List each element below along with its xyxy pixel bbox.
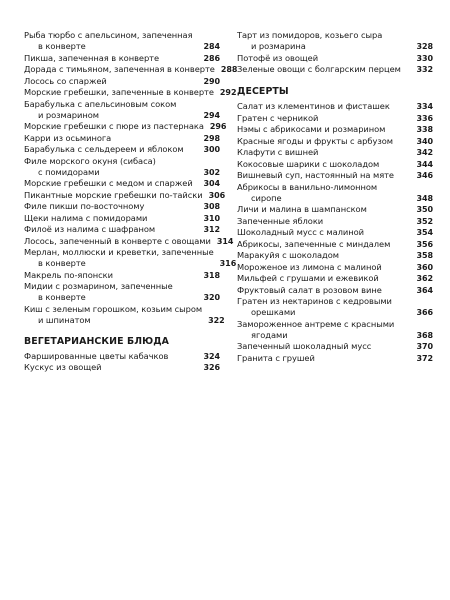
- toc-entry-title: [24, 121, 210, 132]
- toc-entry-title-line: Фруктовый салат в розовом вине: [237, 284, 382, 295]
- toc-entry-page-number: 334: [416, 102, 433, 112]
- section-title-desserts: ДЕСЕРТЫ: [237, 86, 289, 98]
- toc-entry: [24, 224, 220, 235]
- toc-entry-title-line: Щеки налима с помидорами: [24, 212, 148, 223]
- toc-entry-title: [237, 273, 416, 284]
- toc-entry-title-line: Запеченные яблоки: [237, 215, 324, 226]
- toc-entry-page-number: 368: [416, 330, 433, 340]
- toc-entry-title-line: Мерлан, моллюски и креветки, запеченные: [24, 247, 214, 258]
- section-title-vegetarian: ВЕГЕТАРИАНСКИЕ БЛЮДА: [24, 335, 169, 347]
- toc-entry-title: [237, 319, 416, 341]
- toc-entry-page-number: 316: [219, 259, 237, 269]
- right-bottom-list: [237, 101, 433, 364]
- toc-entry-page-number: 304: [203, 179, 220, 189]
- toc-entry-title-continuation: с помидорами: [38, 166, 100, 177]
- toc-entry-title: [237, 124, 416, 135]
- toc-entry: [24, 121, 227, 132]
- toc-entry-title: [24, 99, 203, 121]
- toc-entry-title-line: Абрикосы, запеченные с миндалем: [237, 238, 391, 249]
- toc-entry-title: [24, 87, 220, 98]
- toc-entry-title-continuation: и розмарином: [38, 109, 99, 120]
- toc-entry-title-line: Барабулька с сельдереем и яблоком: [24, 144, 184, 155]
- toc-entry-page-number: 366: [416, 308, 433, 318]
- toc-entry-page-number: 354: [416, 228, 433, 238]
- toc-entry-title: [24, 281, 203, 303]
- toc-entry-title-line: Филе морского окуня (сибаса): [24, 155, 156, 166]
- toc-entry-page-number: 302: [203, 167, 220, 177]
- toc-entry: [237, 262, 433, 273]
- toc-entry-title-continuation: в конверте: [38, 41, 86, 52]
- toc-entry-title: [237, 30, 416, 52]
- toc-entry: [24, 351, 220, 362]
- toc-entry: [24, 99, 220, 121]
- toc-entry-title-line: Фаршированные цветы кабачков: [24, 350, 169, 361]
- toc-entry-title-line: Макрель по-японски: [24, 269, 113, 280]
- toc-entry: [237, 341, 433, 352]
- toc-entry-page-number: 344: [416, 159, 433, 169]
- toc-entry-page-number: 308: [203, 202, 220, 212]
- toc-entry-title-line: Пикша, запеченная в конверте: [24, 52, 160, 63]
- toc-entry-page-number: 318: [203, 270, 220, 280]
- toc-entry-title: [237, 204, 416, 215]
- toc-entry-title: [237, 296, 416, 318]
- toc-entry: [237, 64, 433, 75]
- toc-entry-title-continuation: и шпинатом: [38, 314, 91, 325]
- toc-entry-title: [24, 30, 203, 52]
- toc-entry: [237, 170, 433, 181]
- toc-entry-title-line: Мороженое из лимона с малиной: [237, 261, 382, 272]
- toc-entry: [237, 124, 433, 135]
- toc-entry: [237, 159, 433, 170]
- toc-entry-page-number: 332: [416, 65, 433, 75]
- toc-entry-title: [237, 147, 416, 158]
- toc-entry-title-line: Гранита с грушей: [237, 352, 315, 363]
- toc-entry-page-number: 350: [416, 205, 433, 215]
- toc-entry-title: [24, 144, 203, 155]
- toc-entry-title: [24, 247, 220, 269]
- toc-entry-page-number: 372: [416, 353, 433, 363]
- toc-entry-title-line: Дорада с тимьяном, запеченная в конверте: [24, 64, 215, 75]
- toc-entry: [24, 30, 220, 52]
- toc-entry-page-number: 342: [416, 148, 433, 158]
- toc-entry-page-number: 286: [203, 53, 220, 63]
- toc-entry-title-line: Абрикосы в ванильно-лимонном: [237, 181, 378, 192]
- toc-entry-title-line: Вишневый суп, настоянный на мяте: [237, 170, 394, 181]
- toc-entry: [237, 113, 433, 124]
- toc-entry-title: [237, 170, 416, 181]
- toc-entry-page-number: 336: [416, 113, 433, 123]
- toc-entry: [24, 281, 220, 303]
- toc-entry: [237, 182, 433, 204]
- toc-entry-page-number: 298: [203, 133, 220, 143]
- toc-entry-page-number: 290: [203, 76, 220, 86]
- toc-entry: [24, 189, 226, 201]
- toc-entry: [237, 239, 433, 250]
- toc-entry-title-continuation: в конверте: [38, 292, 86, 303]
- toc-entry-title: [24, 53, 203, 64]
- toc-entry-title: [24, 224, 203, 235]
- toc-entry-page-number: 352: [416, 216, 433, 226]
- toc-entry: [24, 362, 220, 373]
- toc-entry-page-number: 314: [216, 236, 234, 246]
- toc-entry-page-number: 324: [203, 351, 220, 361]
- toc-entry-title: [24, 201, 203, 212]
- toc-entry-title-line: Лосось, запеченный в конверте с овощами: [24, 235, 211, 246]
- toc-entry-title-line: Киш с зеленым горошком, козьим сыром: [24, 303, 203, 314]
- toc-entry: [24, 156, 220, 178]
- toc-entry: [24, 178, 220, 189]
- toc-entry-title: [24, 236, 217, 247]
- toc-entry-title-line: Нэмы с абрикосами и розмарином: [237, 124, 386, 135]
- toc-entry-title-line: Личи и малина в шампанском: [237, 204, 367, 215]
- toc-entry-title-line: Гратен с черникой: [237, 112, 319, 123]
- toc-entry: [237, 273, 433, 284]
- toc-entry-title-line: Потофё из овощей: [237, 52, 319, 63]
- toc-entry-page-number: 356: [416, 239, 433, 249]
- toc-entry-title: [237, 250, 416, 261]
- toc-entry-page-number: 362: [416, 274, 433, 284]
- left-top-list: [24, 30, 238, 326]
- toc-entry-page-number: 320: [203, 293, 220, 303]
- toc-entry-page-number: 348: [416, 193, 433, 203]
- toc-entry-title-line: Красные ягоды и фрукты с арбузом: [237, 135, 393, 146]
- toc-entry-title: [237, 262, 416, 273]
- toc-entry-title-line: Гратен из нектаринов с кедровыми: [237, 296, 392, 306]
- toc-entry-page-number: 284: [203, 42, 220, 52]
- toc-entry-page-number: 338: [416, 125, 433, 135]
- toc-entry-title-line: Шоколадный мусс с малиной: [237, 227, 364, 238]
- toc-entry: [24, 213, 220, 224]
- toc-entry-page-number: 288: [220, 65, 238, 75]
- toc-entry: [237, 285, 433, 296]
- toc-entry-page-number: 346: [416, 171, 433, 181]
- toc-entry-page-number: 300: [203, 145, 220, 155]
- toc-entry: [237, 296, 433, 318]
- toc-entry: [24, 133, 220, 144]
- toc-entry-title: [237, 64, 416, 75]
- toc-entry-page-number: 360: [416, 262, 433, 272]
- toc-entry-title: [24, 213, 203, 224]
- toc-entry-title: [24, 304, 208, 326]
- toc-entry-title-continuation: ягодами: [251, 329, 288, 340]
- toc-entry-title-line: Клафути с вишней: [237, 147, 319, 158]
- toc-entry-title: [24, 362, 203, 373]
- toc-entry: [24, 53, 220, 64]
- toc-entry-title: [237, 53, 416, 64]
- toc-entry-title-line: Кускус из овощей: [24, 362, 102, 373]
- toc-entry-title-line: Филе пикши по-восточному: [24, 201, 145, 212]
- toc-entry-page-number: 328: [416, 42, 433, 52]
- right-column: [237, 30, 433, 364]
- toc-entry-title: [24, 133, 203, 144]
- toc-entry-title-line: Мильфей с грушами и ежевикой: [237, 273, 379, 284]
- toc-entry: [237, 319, 433, 341]
- toc-entry: [237, 101, 433, 112]
- toc-entry: [24, 270, 220, 281]
- toc-entry-title-line: Рыба тюрбо с апельсином, запеченная: [24, 30, 193, 40]
- toc-entry-title-line: Тарт из помидоров, козьего сыра: [237, 30, 383, 40]
- toc-entry: [237, 204, 433, 215]
- toc-entry-page-number: 292: [219, 88, 237, 98]
- toc-entry-page-number: 358: [416, 251, 433, 261]
- toc-entry: [237, 250, 433, 261]
- toc-entry-page-number: 310: [203, 213, 220, 223]
- toc-entry-title-line: Морские гребешки, запеченные в конверте: [24, 87, 214, 98]
- toc-entry-title: [237, 239, 416, 250]
- toc-entry: [24, 64, 238, 75]
- toc-entry: [237, 30, 433, 52]
- toc-entry-title-line: Пикантные морские гребешки по-тайски: [24, 189, 203, 200]
- toc-entry-page-number: 370: [416, 342, 433, 352]
- toc-entry-title: [237, 136, 416, 147]
- toc-entry-title-line: Барабулька с апельсиновым соком: [24, 98, 177, 109]
- toc-entry-title: [237, 227, 416, 238]
- toc-entry: [24, 144, 220, 155]
- toc-entry-title-continuation: орешками: [251, 307, 296, 318]
- toc-entry-page-number: 330: [416, 53, 433, 63]
- toc-entry-title-line: Салат из клементинов и фисташек: [237, 101, 390, 112]
- toc-entry-title-line: Замороженное антреме с красными: [237, 318, 395, 329]
- toc-entry-page-number: 364: [416, 285, 433, 295]
- toc-entry-title: [24, 190, 209, 201]
- left-column: [24, 30, 238, 374]
- toc-entry-title-line: Морские гребешки с пюре из пастернака: [24, 121, 204, 132]
- toc-entry-title-line: Запеченный шоколадный мусс: [237, 341, 372, 352]
- toc-entry-title: [237, 182, 416, 204]
- toc-entry-title-line: Маракуйя с шоколадом: [237, 250, 339, 261]
- toc-entry-title: [24, 178, 203, 189]
- toc-entry-title: [237, 113, 416, 124]
- left-bottom-list: [24, 351, 220, 374]
- toc-entry-page-number: 312: [203, 225, 220, 235]
- toc-entry-title: [237, 341, 416, 352]
- toc-entry-title-continuation: и розмарина: [251, 41, 306, 52]
- toc-entry-title: [24, 76, 203, 87]
- toc-entry-title-line: Карри из осьминога: [24, 132, 112, 143]
- toc-entry: [24, 87, 237, 98]
- toc-entry: [237, 227, 433, 238]
- toc-entry-page-number: 326: [203, 363, 220, 373]
- toc-entry: [237, 136, 433, 147]
- toc-entry-page-number: 296: [209, 122, 227, 132]
- toc-entry-title-continuation: сиропе: [251, 192, 282, 203]
- toc-entry-title: [237, 216, 416, 227]
- toc-entry-page-number: 306: [208, 190, 226, 200]
- toc-entry-title: [237, 159, 416, 170]
- toc-entry: [237, 216, 433, 227]
- toc-entry: [237, 147, 433, 158]
- toc-entry-title: [237, 101, 416, 112]
- toc-entry-title: [237, 285, 416, 296]
- toc-entry-page-number: 294: [203, 110, 220, 120]
- toc-entry-page-number: 340: [416, 136, 433, 146]
- toc-entry-title: [24, 270, 203, 281]
- toc-entry: [237, 353, 433, 364]
- toc-entry-title-line: Зеленые овощи с болгарским перцем: [237, 64, 401, 75]
- toc-entry: [24, 76, 220, 87]
- toc-entry-title-line: Кокосовые шарики с шоколадом: [237, 158, 380, 169]
- toc-entry: [24, 303, 225, 326]
- toc-entry-title-line: Морские гребешки с медом и спаржей: [24, 178, 193, 189]
- toc-entry: [24, 235, 234, 247]
- toc-entry-title: [24, 351, 203, 362]
- toc-entry-title-continuation: в конверте: [38, 258, 86, 269]
- toc-entry-title-line: Мидии с розмарином, запеченные: [24, 281, 173, 292]
- toc-entry-title: [24, 156, 203, 178]
- right-top-list: [237, 30, 433, 75]
- toc-entry-title: [237, 353, 416, 364]
- toc-entry: [237, 53, 433, 64]
- toc-entry-title: [24, 64, 221, 75]
- toc-entry-title-line: Филоё из налима с шафраном: [24, 224, 156, 235]
- toc-entry: [24, 247, 237, 269]
- toc-entry: [24, 201, 220, 212]
- toc-entry-page-number: 322: [208, 315, 225, 325]
- toc-entry-title-line: Лосось со спаржей: [24, 75, 107, 86]
